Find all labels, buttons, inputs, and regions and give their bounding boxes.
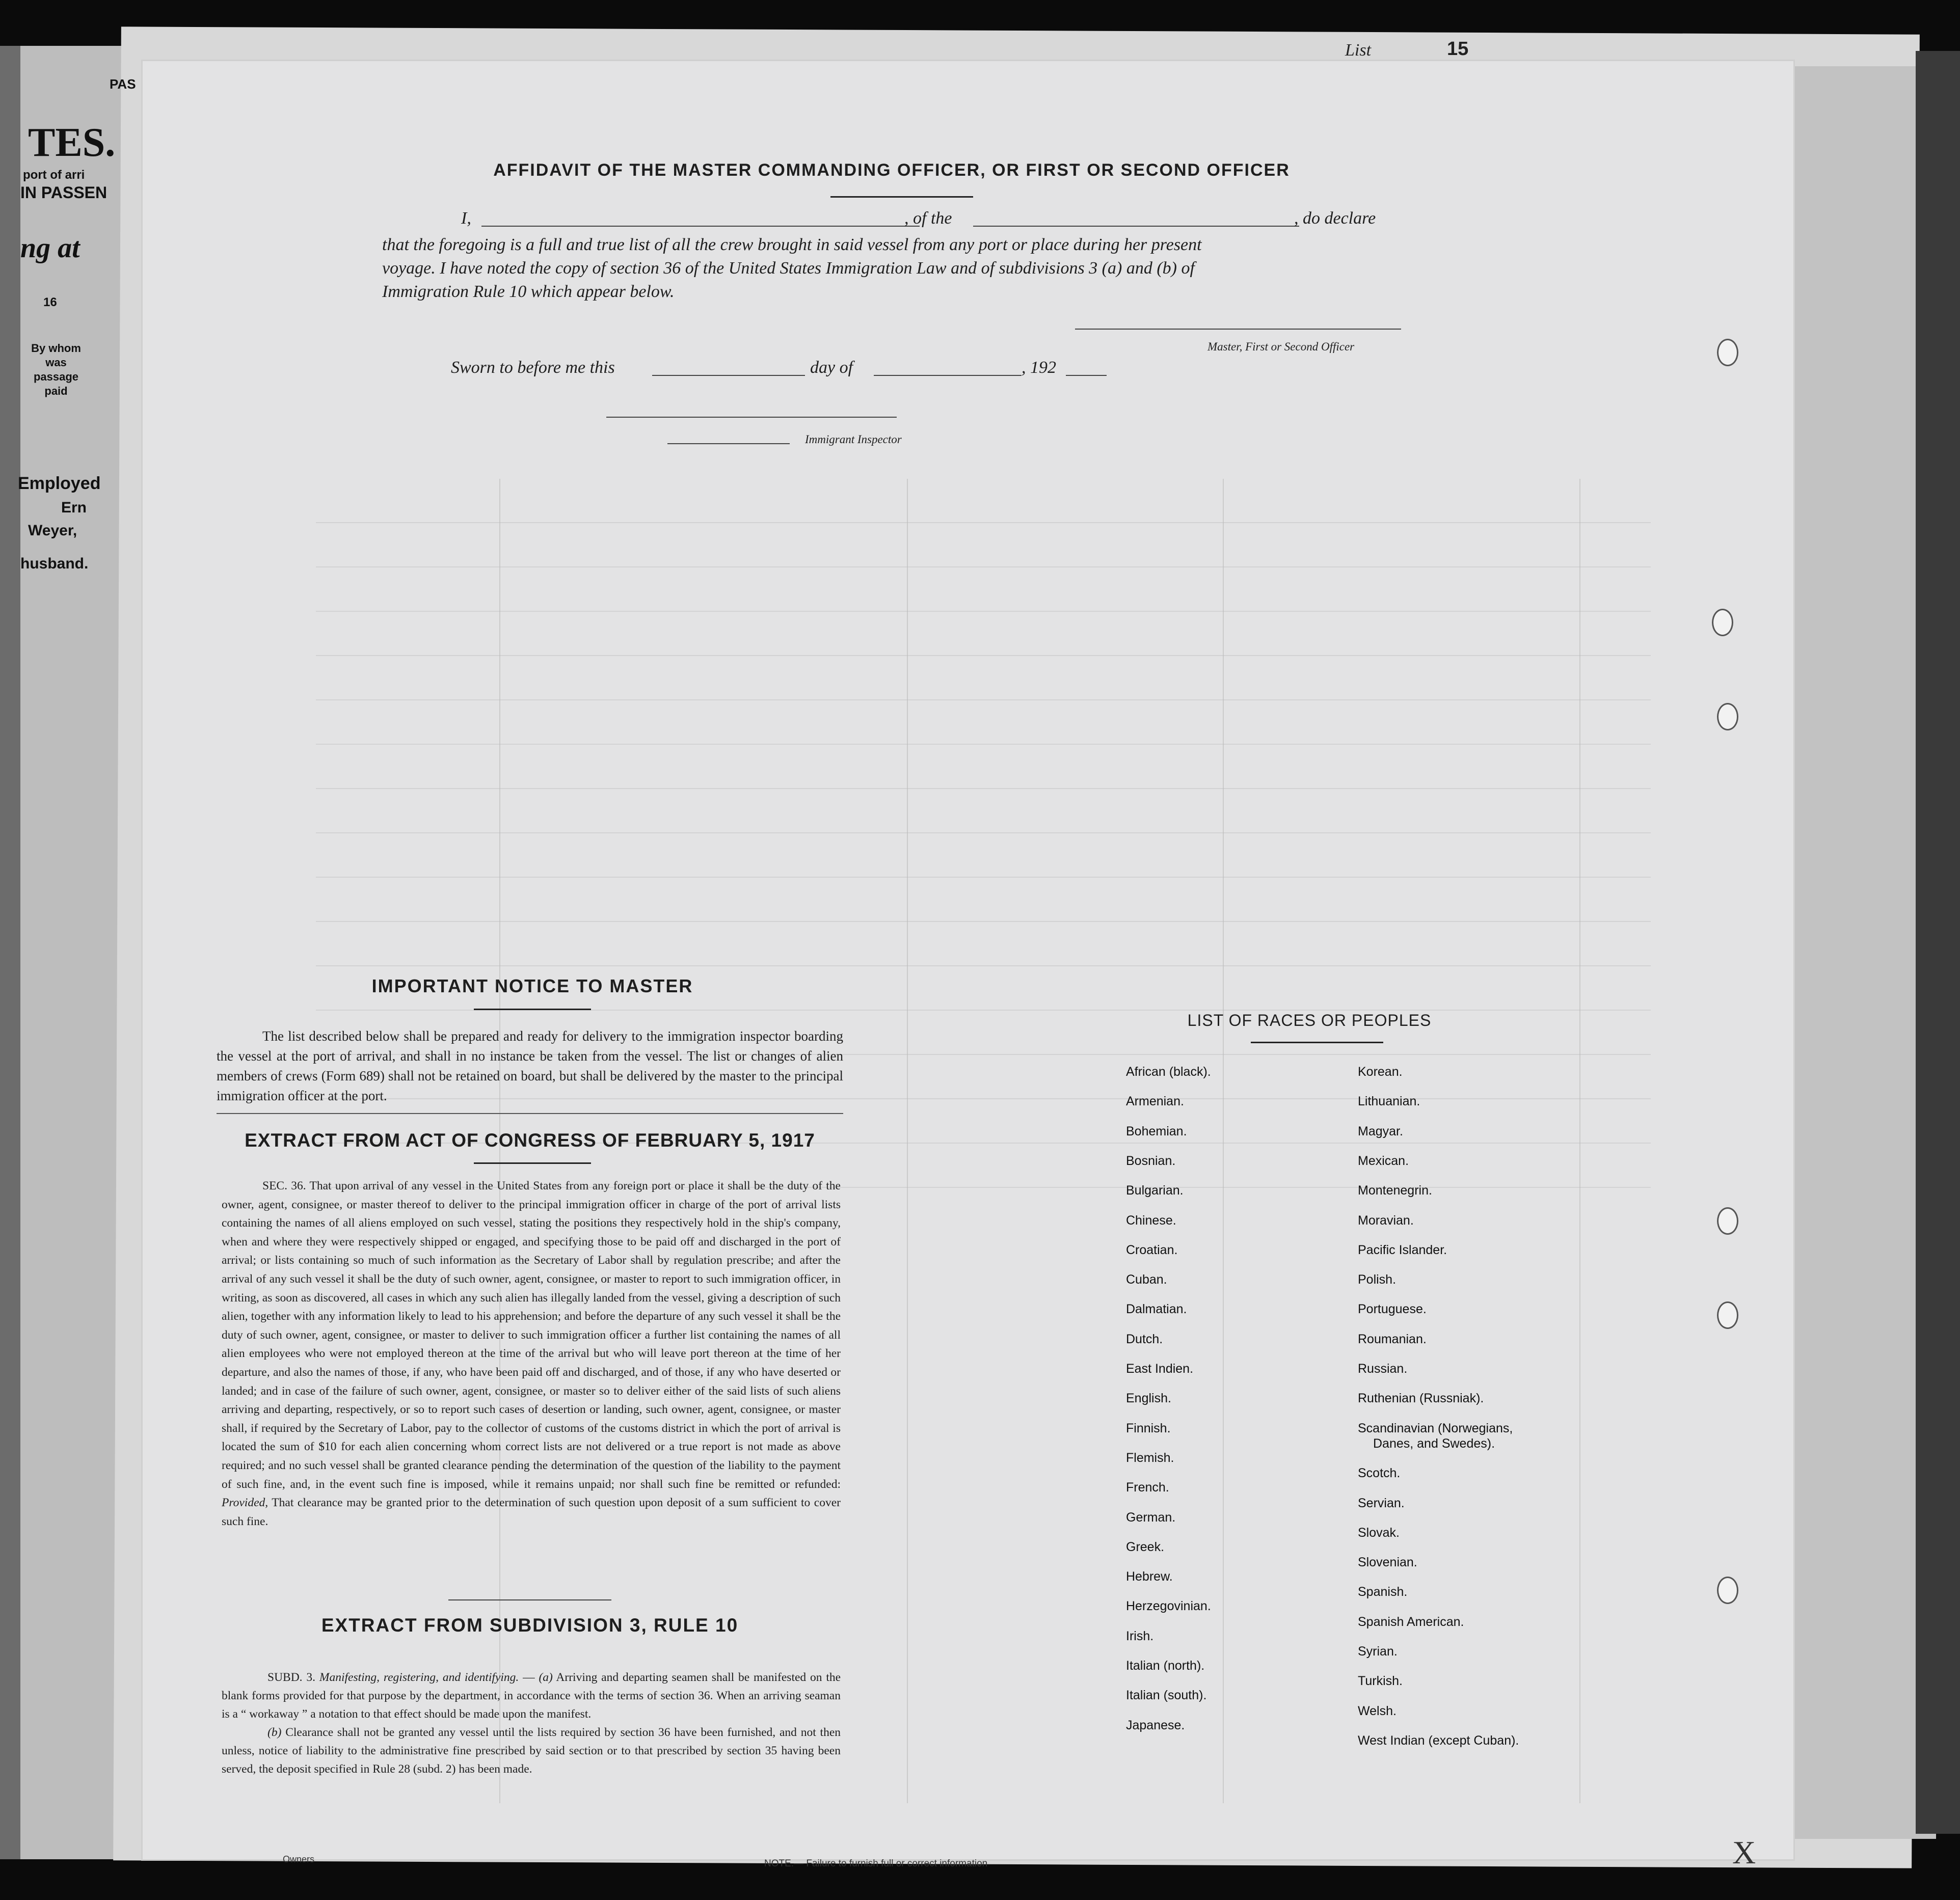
list-label: List — [1345, 41, 1372, 60]
inspector-label: Immigrant Inspector — [805, 433, 902, 446]
race-right-item: West Indian (except Cuban). — [1358, 1733, 1519, 1748]
race-right-item: Magyar. — [1358, 1124, 1403, 1138]
affidavit-line-4: Immigration Rule 10 which appear below. — [382, 282, 675, 301]
act-section-36-body: SEC. 36. That upon arrival of any vessel in the United States from any foreign port or place it shall be the duty of the owner, agent, consignee, or master thereof to deliver to the principal immigration officer in charge of the port of arrival lists containing the names of all aliens employed on such vessel, stating the positions they respectively hold in the ship's company, when and where they were respectively shipped or engaged, and specifying those to be paid off and discharged in the port of arrival; or lists containing so much of such information as the Secretary of Labor shall by regulation prescribe; and after the arrival of any such vessel it shall be the duty of such owner, agent, consignee, or master to report to such immigration officer, in writing, as soon as discovered, all cases in which any such alien has illegally landed from the vessel, giving a description of such alien, together with any information likely to lead to his apprehension; and before the departure of any such vessel it shall be the duty of such owner, agent, consignee, or master to deliver to such immigration officer a further list containing the names of all alien employees who were not employed thereon at the time of the arrival but who will leave port thereon at the time of her departure, and also the names of those, if any, who have been paid off and discharged, and of those, if any who have deserted or landed; and in case of the failure of such owner, agent, consignee, or master so to deliver either of the said lists of such aliens arriving and departing, respectively, or so to report such cases of desertion or landing, such owner, agent, consignee, or master shall, if required by the Secretary of Labor, pay to the collector of customs of the customs district in which the port of arrival is located the sum of $10 for each alien concerning whom correct lists are not delivered or a true report is not made as above required; and no such vessel shall be granted clearance pending the determination of the question of the liability to the payment of such fine, and, in the event such fine is imposed, while it remains unpaid; nor shall such fine be remitted or refunded: — [222, 1179, 841, 1491]
rule-extract-title: EXTRACT FROM SUBDIVISION 3, RULE 10 — [321, 1615, 739, 1636]
punch-hole — [1717, 1301, 1738, 1329]
race-right-item: Turkish. — [1358, 1674, 1403, 1689]
vessel-name-field[interactable] — [973, 226, 1299, 227]
edge-fragment-passengers: IN PASSEN — [20, 183, 108, 202]
race-right-item: Slovenian. — [1358, 1555, 1417, 1570]
act-provided-text: That clearance may be granted prior to the determination of such question upon deposit of a sum sufficient to cover such fine. — [222, 1496, 841, 1528]
race-right-item: Korean. — [1358, 1065, 1403, 1079]
subd-b-text: Clearance shall not be granted any vessel until the lists required by section 36 have been furnished, and not then unless, notice of liability to the administrative fine prescribed by said section or to that prescribed by section 35 having been served, the deposit specified in Rule 28 (subd. 2) has been made. — [222, 1726, 841, 1776]
day-of-label: day of — [810, 358, 853, 377]
list-number: 15 — [1447, 38, 1469, 60]
notice-title-rule — [474, 1009, 591, 1010]
edge-fragment-pas: PAS — [110, 76, 136, 92]
subd-heading: Manifesting, registering, and identifying. — [319, 1671, 519, 1684]
race-left-item: German. — [1126, 1510, 1176, 1525]
edge-fragment-name2: Weyer, — [28, 522, 77, 539]
race-left-item: Cuban. — [1126, 1272, 1167, 1287]
affidavit-line-3: voyage. I have noted the copy of section 36 of the United States Immigration Law and of subdivisions 3 (a) and (b) of — [382, 259, 1195, 278]
left-page-edge — [0, 46, 20, 1859]
affidavit-of-the: , of the — [904, 209, 952, 228]
race-right-item: Spanish American. — [1358, 1614, 1464, 1629]
race-left-item: Armenian. — [1126, 1094, 1184, 1109]
act-extract-title: EXTRACT FROM ACT OF CONGRESS OF FEBRUARY 5, 1917 — [245, 1130, 815, 1151]
race-right-item: Moravian. — [1358, 1213, 1414, 1228]
subd-a-text: Arriving and departing seamen shall be manifested on the blank forms provided for that purpose by the department, in accordance with the terms of section 36. When an arriving seaman is a “ workaway ” a notation to that effect should be made upon the manifest. — [222, 1671, 841, 1721]
edge-fragment-title: TES. — [28, 120, 116, 165]
affidavit-do-declare: , do declare — [1294, 209, 1376, 228]
edge-fragment-husband: husband. — [20, 555, 89, 572]
bleed-through-column-line — [1223, 479, 1224, 1803]
race-right-item: Syrian. — [1358, 1644, 1398, 1659]
inspector-name-field[interactable] — [667, 443, 790, 444]
year-label: , 192 — [1022, 358, 1056, 377]
master-signature-label: Master, First or Second Officer — [1207, 340, 1355, 353]
race-left-item: Bosnian. — [1126, 1153, 1176, 1168]
subd-a-label: (a) — [539, 1671, 553, 1684]
act-provided-label: Provided, — [222, 1496, 269, 1510]
race-right-item: Russian. — [1358, 1362, 1408, 1376]
punch-hole — [1717, 703, 1738, 730]
race-left-item: Bohemian. — [1126, 1124, 1187, 1138]
punch-hole — [1712, 609, 1733, 636]
race-right-item: Roumanian. — [1358, 1332, 1427, 1346]
master-name-field[interactable] — [481, 226, 920, 227]
race-left-item: East Indien. — [1126, 1362, 1194, 1376]
race-left-item: Finnish. — [1126, 1421, 1171, 1435]
bleed-through-column-line — [907, 479, 908, 1803]
subd-b-label: (b) — [267, 1726, 282, 1739]
race-left-item: French. — [1126, 1480, 1169, 1495]
sworn-month-field[interactable] — [874, 375, 1022, 376]
act-section-36-text — [222, 1177, 841, 1531]
race-right-item: Mexican. — [1358, 1153, 1409, 1168]
edge-fragment-arriving: ng at — [20, 232, 80, 264]
affidavit-i: I, — [461, 209, 471, 228]
race-right-item: Danes, and Swedes). — [1373, 1436, 1495, 1451]
edge-fragment-employed: Employed — [18, 474, 101, 493]
race-left-item: Croatian. — [1126, 1242, 1178, 1257]
sworn-year-field[interactable] — [1066, 375, 1107, 376]
race-right-item: Welsh. — [1358, 1703, 1397, 1718]
races-title: LIST OF RACES OR PEOPLES — [1187, 1011, 1432, 1029]
race-left-item: Japanese. — [1126, 1718, 1185, 1732]
edge-fragment-number: 16 — [43, 295, 57, 309]
owners-label: Owners — [283, 1854, 315, 1864]
race-right-item: Ruthenian (Russniak). — [1358, 1391, 1484, 1406]
race-right-item: Pacific Islander. — [1358, 1242, 1447, 1257]
affidavit-line-2: that the foregoing is a full and true list of all the crew brought in said vessel from any port or place during her present — [382, 235, 1202, 254]
race-right-item: Lithuanian. — [1358, 1094, 1420, 1109]
race-left-item: Greek. — [1126, 1539, 1165, 1554]
punch-hole — [1717, 1577, 1738, 1604]
sworn-day-field[interactable] — [652, 375, 805, 376]
master-signature-field[interactable] — [1075, 329, 1401, 330]
race-right-item: Slovak. — [1358, 1525, 1400, 1540]
affidavit-title-rule — [830, 196, 973, 198]
punch-hole — [1717, 1207, 1738, 1235]
races-title-rule — [1251, 1042, 1383, 1043]
race-right-item: Montenegrin. — [1358, 1183, 1432, 1198]
bottom-note: NOTE.— Failure to furnish full or correct information — [764, 1858, 988, 1869]
edge-fragment-port: port of arri — [23, 168, 85, 182]
affidavit-title: AFFIDAVIT OF THE MASTER COMMANDING OFFICER, OR FIRST OR SECOND OFFICER — [493, 160, 1290, 180]
race-right-item: Scandinavian (Norwegians, — [1358, 1421, 1513, 1435]
race-right-item: Spanish. — [1358, 1585, 1408, 1599]
edge-fragment-name1: Ern — [61, 499, 87, 516]
rule-extract-separator — [448, 1599, 611, 1600]
notice-text: The list described below shall be prepared and ready for delivery to the immigration inspector boarding the vessel at the port of arrival, and shall in no instance be taken from the vessel. The list or changes of alien members of crews (Form 689) shall not be retained on board, but shall be delivered by the master to the principal immigration officer at the port. — [217, 1028, 843, 1103]
race-left-item: Herzegovinian. — [1126, 1599, 1211, 1614]
crew-list-form-page — [143, 61, 1793, 1859]
race-left-item: Italian (south). — [1126, 1688, 1207, 1703]
subd-label: SUBD. 3. — [267, 1671, 316, 1684]
race-right-item: Polish. — [1358, 1272, 1397, 1287]
sworn-label: Sworn to before me this — [451, 358, 615, 377]
race-left-item: African (black). — [1126, 1065, 1211, 1079]
race-left-item: Dutch. — [1126, 1332, 1163, 1346]
right-dark-border — [1916, 51, 1960, 1834]
act-extract-title-rule — [474, 1162, 591, 1164]
race-left-item: Dalmatian. — [1126, 1302, 1187, 1317]
race-left-item: English. — [1126, 1391, 1171, 1406]
corner-x-mark: X — [1732, 1834, 1756, 1870]
race-left-item: Flemish. — [1126, 1450, 1174, 1465]
race-left-item: Italian (north). — [1126, 1659, 1205, 1673]
race-left-item: Hebrew. — [1126, 1569, 1173, 1584]
bleed-through-column-line — [1579, 479, 1580, 1803]
punch-hole — [1717, 339, 1738, 366]
race-left-item: Irish. — [1126, 1628, 1154, 1643]
race-left-item: Bulgarian. — [1126, 1183, 1184, 1198]
edge-fragment-by-whom: By whom was passage paid — [31, 342, 81, 397]
race-right-item: Servian. — [1358, 1496, 1405, 1510]
race-right-item: Portuguese. — [1358, 1302, 1427, 1317]
inspector-signature-field[interactable] — [606, 417, 897, 418]
notice-bottom-rule — [217, 1113, 843, 1114]
race-right-item: Scotch. — [1358, 1466, 1401, 1481]
notice-title: IMPORTANT NOTICE TO MASTER — [371, 975, 693, 996]
race-left-item: Chinese. — [1126, 1213, 1176, 1228]
rule-extract-text: SUBD. 3. Manifesting, registering, and identifying. — (a) Arriving and departing seamen shall be manifested on the blank forms provided for that purpose by the department, in accordance with the terms of section 36. When an arriving seaman is a “ workaway ” a notation to that effect should be made upon the manifest. (b) Clearance shall not be granted any vessel until the lists required by section 36 have been furnished, and not then unless, notice of liability to the administrative fine prescribed by said section or to that prescribed by section 35 having been served, the deposit specified in Rule 28 (subd. 2) has been made. — [222, 1671, 841, 1776]
